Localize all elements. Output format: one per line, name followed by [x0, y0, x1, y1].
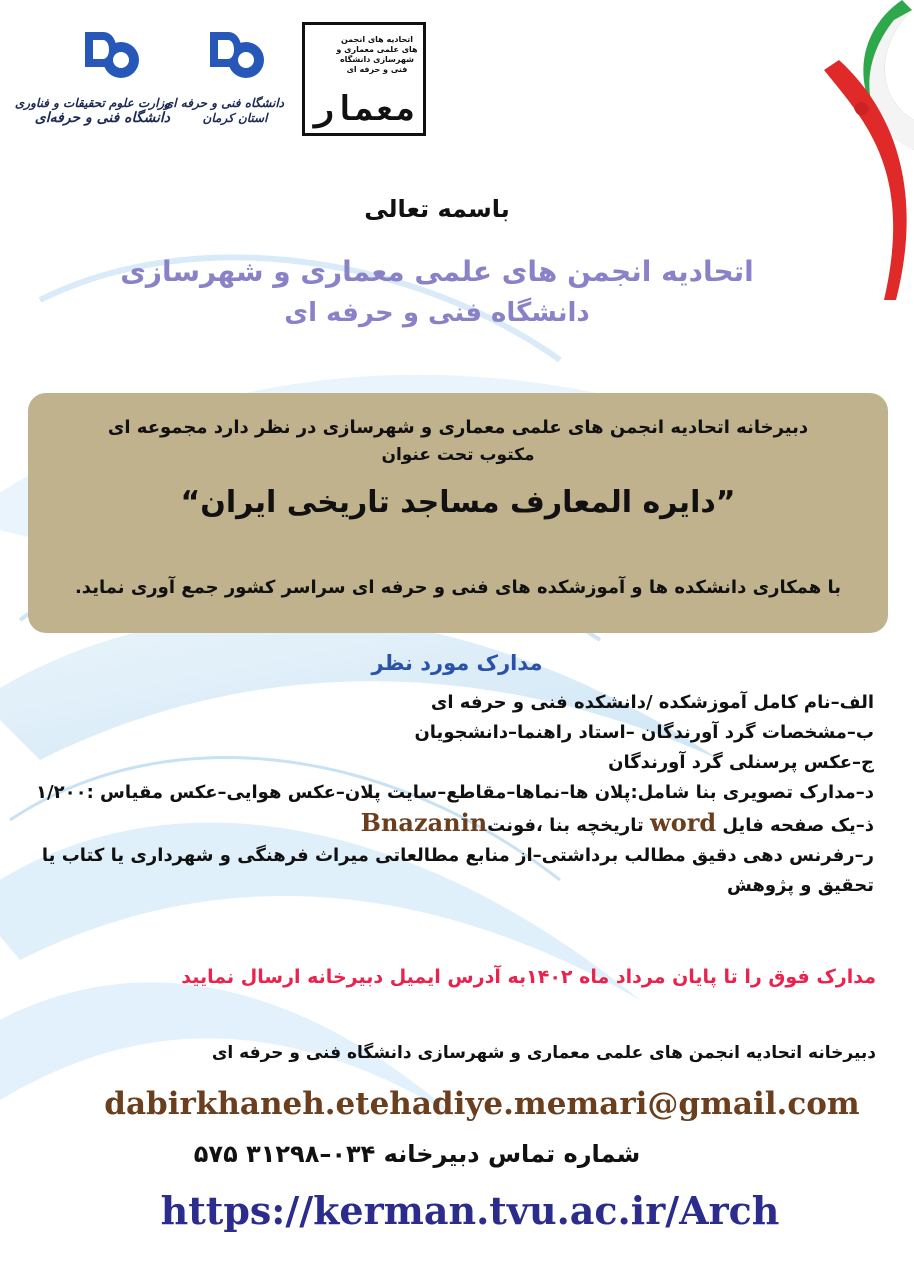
kerman-text-1: دانشگاه فنی و حرفه ای	[163, 96, 284, 110]
announcement-box	[28, 393, 888, 633]
website-link[interactable]: https://kerman.tvu.ac.ir/Arch	[160, 1188, 780, 1233]
item5-word: word	[650, 808, 717, 837]
list-item: ب–مشخصات گرد آورندگان –استاد راهنما–دانشجویان	[414, 722, 874, 743]
list-item: الف–نام کامل آموزشکده /دانشکده فنی و حرفه ای	[430, 692, 874, 713]
list-item: ج–عکس پرسنلی گرد آورندگان	[608, 752, 874, 773]
kerman-logo	[163, 22, 284, 126]
ministry-logo	[14, 22, 170, 126]
email-link[interactable]: dabirkhaneh.etehadiye.memari@gmail.com	[104, 1086, 860, 1122]
basmeh-heading: باسمه تعالی	[364, 195, 510, 223]
item5-prefix: ذ–یک صفحه فایل	[722, 815, 874, 836]
ministry-text-1: وزارت علوم تحقیقات و فناوری	[14, 96, 170, 110]
item5-font: Bnazanin	[360, 808, 488, 837]
title-line-1: اتحادیه انجمن های علمی معماری و شهرسازی	[120, 255, 754, 288]
phone-line: شماره تماس دبیرخانه ۰۳۴–۳۱۲۹۸ ۵۷۵	[193, 1140, 641, 1168]
list-item	[34, 808, 874, 841]
union-logo-letters: معمار	[313, 89, 416, 129]
tvu-logo-icon	[75, 22, 145, 92]
list-item: د–مدارک تصویری بنا شامل:پلان ها–نماها–مقاطع–سایت پلان–عکس هوایی–عکس مقیاس :۱/۲۰۰	[36, 782, 874, 803]
deadline-notice: مدارک فوق را تا پایان مرداد ماه ۱۴۰۲به آدرس ایمیل دبیرخانه ارسال نمایید	[181, 966, 876, 988]
encyclopedia-title: ”دایره المعارف مساجد تاریخی ایران“	[180, 485, 736, 520]
kerman-text-2: استان کرمان	[202, 111, 268, 125]
union-logo	[302, 22, 422, 134]
secretariat-line: دبیرخانه اتحادیه انجمن های علمی معماری و شهرسازی دانشگاه فنی و حرفه ای	[211, 1043, 876, 1063]
tvu-logo-icon	[200, 22, 270, 92]
announcement-intro: دبیرخانه اتحادیه انجمن های علمی معماری و شهرسازی در نظر دارد مجموعه ای	[107, 417, 809, 438]
title-line-2: دانشگاه فنی و حرفه ای	[284, 298, 590, 328]
item5-mid: تاریخچه بنا ،فونت	[487, 815, 644, 836]
announcement-outro: با همکاری دانشکده ها و آموزشکده های فنی و حرفه ای سراسر کشور جمع آوری نماید.	[74, 577, 842, 598]
announcement-intro-2: مکتوب تحت عنوان	[381, 445, 535, 465]
documents-list	[34, 688, 874, 901]
union-logo-frame	[302, 22, 426, 136]
ministry-text-2: دانشگاه فنی و حرفه‌ای	[34, 110, 170, 126]
documents-heading: مدارک مورد نظر	[371, 651, 543, 675]
list-item: ر–رفرنس دهی دقیق مطالب برداشتی–از منابع مطالعاتی میراث فرهنگی و شهرداری یا کتاب یا تحقیق و پژوهش	[41, 845, 874, 896]
union-logo-text: اتحادیه های انجمن های علمی معماری و شهرسازی دانشگاه فنی و حرفه ای	[336, 35, 418, 74]
